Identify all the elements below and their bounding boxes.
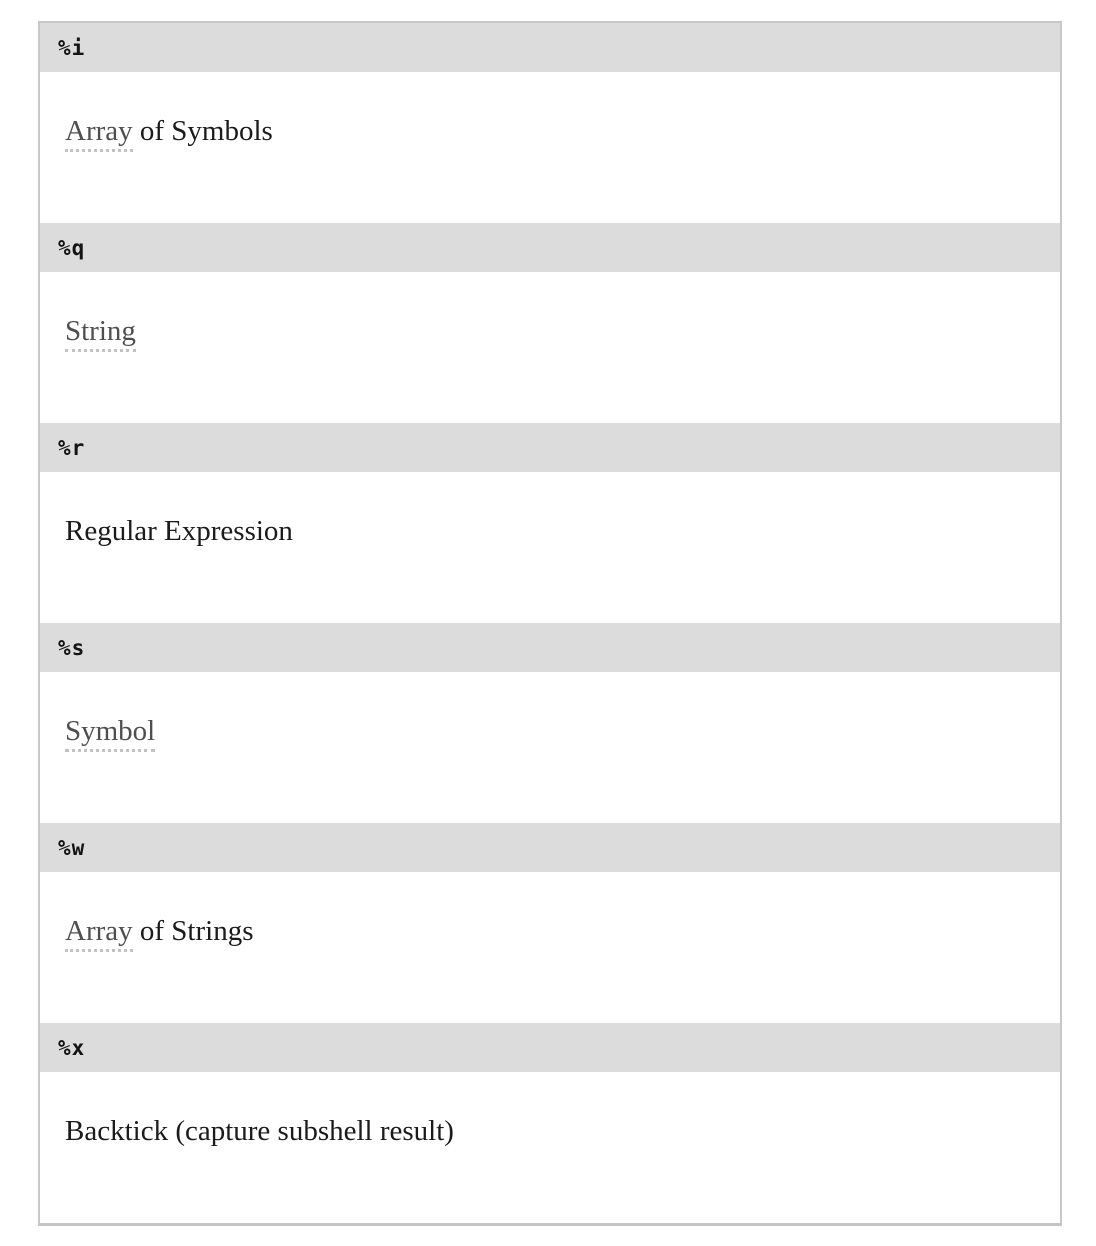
code-label: %r: [58, 435, 86, 460]
code-cell: [40, 1023, 1060, 1072]
description-cell: [40, 672, 1060, 823]
description-text: Backtick (capture subshell result): [65, 1115, 454, 1147]
table-row: [40, 1023, 1060, 1223]
description-cell: [40, 272, 1060, 423]
description-cell: [40, 72, 1060, 223]
code-cell: [40, 23, 1060, 72]
code-cell: [40, 223, 1060, 272]
description-cell: [40, 472, 1060, 623]
description-cell: [40, 872, 1060, 1023]
table-row: [40, 823, 1060, 1023]
term-link[interactable]: Array: [65, 915, 133, 952]
term-link[interactable]: Symbol: [65, 715, 155, 752]
code-label: %i: [58, 35, 86, 60]
code-label: %q: [58, 235, 86, 260]
table-row: [40, 623, 1060, 823]
code-label: %x: [58, 1035, 86, 1060]
code-cell: [40, 823, 1060, 872]
term-link[interactable]: String: [65, 315, 136, 352]
description-text: of Strings: [132, 915, 254, 947]
code-label: %s: [58, 635, 86, 660]
table-row: [40, 23, 1060, 223]
table-row: [40, 423, 1060, 623]
percent-literals-table: [38, 21, 1062, 1226]
description-text: of Symbols: [132, 115, 273, 147]
description-cell: [40, 1072, 1060, 1223]
description-text: Regular Expression: [65, 515, 293, 547]
code-cell: [40, 623, 1060, 672]
term-link[interactable]: Array: [65, 115, 133, 152]
table-row: [40, 223, 1060, 423]
code-label: %w: [58, 835, 86, 860]
code-cell: [40, 423, 1060, 472]
